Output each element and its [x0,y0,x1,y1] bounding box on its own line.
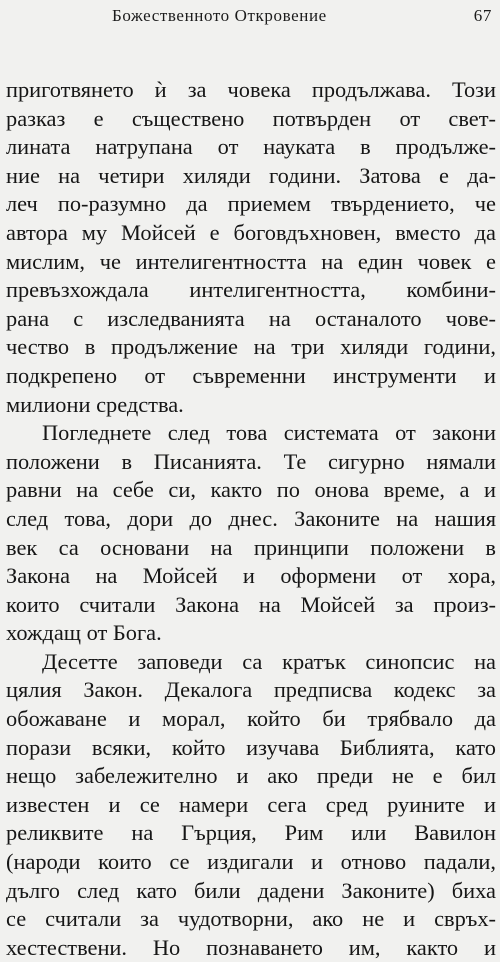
text-line: реликвите на Гърция, Рим или Вавилон [6,820,496,846]
paragraph [6,648,496,962]
text-line: Закона на Мойсей и оформени от хора, [6,563,496,589]
text-line: цялия Закон. Декалога предписва кодекс за [6,677,496,703]
text-line: нещо забележително и ако преди не е бил [6,763,496,789]
text-line: подкрепено от съвременни инструменти и [6,362,496,388]
text-line: век са основани на принципи положени в [6,534,496,560]
text-line: положени в Писанията. Те сигурно нямали [6,448,496,474]
paragraph [6,419,496,648]
running-head [112,6,492,30]
text-line: хестествени. Но познаването им, както и [6,934,496,960]
text-line: рана с изследванията на останалото чове- [6,305,496,331]
text-line: обожаване и морал, който би трябвало да [6,706,496,732]
running-title: Божественното Откровение [112,6,327,25]
text-line: порази всяки, който изучава Библията, като [6,734,496,760]
text-line: след това, дори до днес. Законите на нашия [6,505,496,531]
text-line: Десетте заповеди са кратък синопсис на [42,648,496,674]
body-text [6,76,496,962]
text-line: мислим, че интелигентността на един човек е [6,248,496,274]
text-line: леч по-разумно да приемем твърдението, че [6,191,496,217]
text-line: разказ е съществено потвърден от свет- [6,105,496,131]
text-line: известен и се намери сега сред руините и [6,791,496,817]
text-line: милиони средства. [6,391,184,417]
text-line: автора му Мойсей е боговдъхновен, вместо да [6,219,496,245]
text-line: хождащ от Бога. [6,620,162,646]
text-line: лината натрупана от науката в продълже- [6,134,496,160]
text-line: Погледнете след това системата от закони [42,420,496,446]
text-line: равни на себе си, както по онова време, а и [6,477,496,503]
text-line: ние на четири хиляди години. Затова е да- [6,162,496,188]
text-line: чество в продължение на три хиляди години, [6,334,496,360]
text-line: се считали за чудотворни, ако не и свръх- [6,906,496,932]
paragraph [6,76,496,419]
page-number: 67 [473,6,492,25]
text-line: приготвянето ѝ за човека продължава. Този [6,77,496,102]
text-line: превъзхождала интелигентността, комбини- [6,277,496,303]
text-line: (народи които се издигали и отново падали, [6,849,496,875]
text-line: дълго след като били дадени Законите) биха [6,877,496,903]
text-line: които считали Закона на Мойсей за произ- [6,591,496,617]
